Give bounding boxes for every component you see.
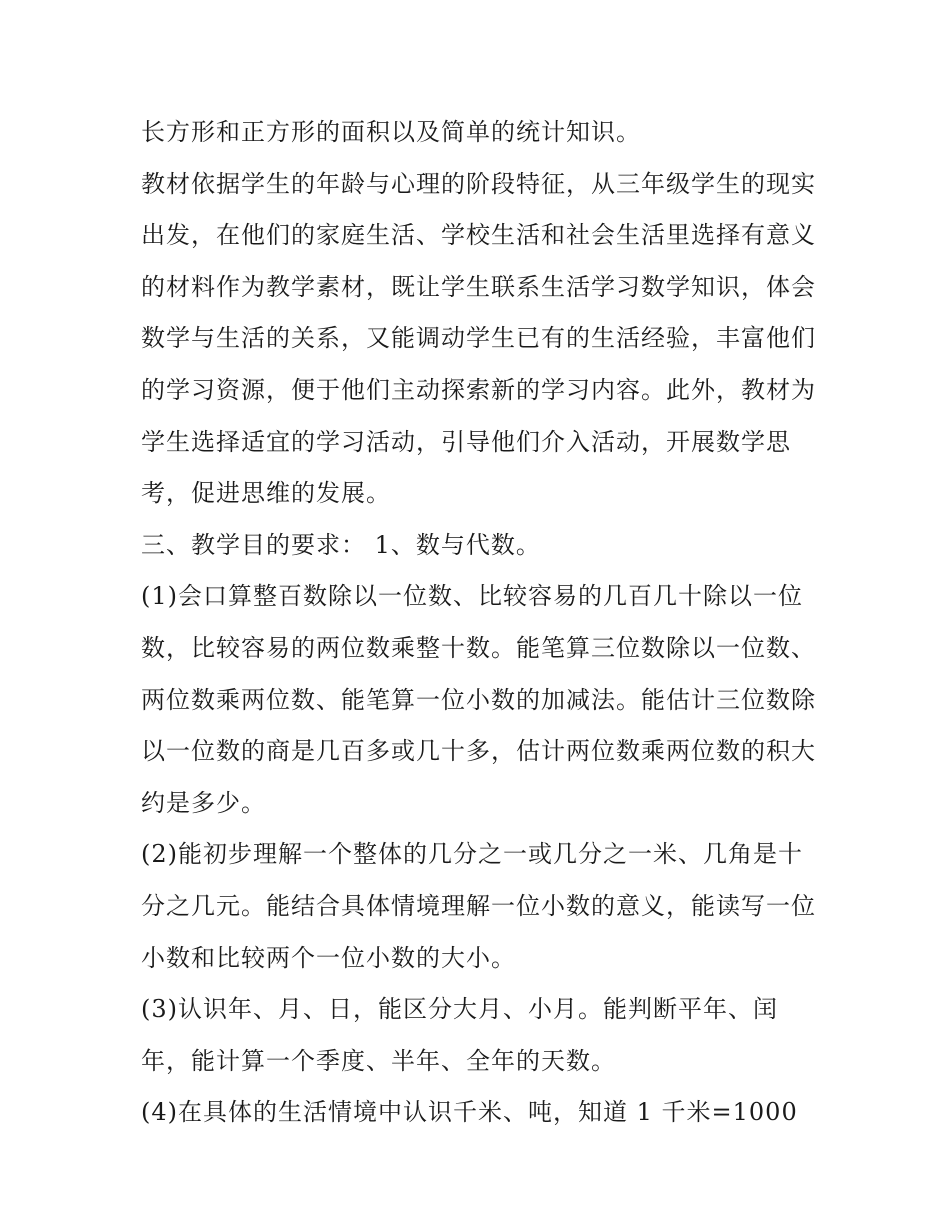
section-heading: 三、教学目的要求： 1、数与代数。 xyxy=(141,530,541,559)
text-line: 教材依据学生的年龄与心理的阶段特征，从三年级学生的现实 xyxy=(141,169,816,198)
text-line: 数，比较容易的两位数乘整十数。能笔算三位数除以一位数、 xyxy=(141,633,816,662)
text-line: 分之几元。能结合具体情境理解一位小数的意义，能读写一位 xyxy=(141,891,816,920)
text-line: 数学与生活的关系，又能调动学生已有的生活经验，丰富他们 xyxy=(141,324,816,353)
text-line: 的学习资源，便于他们主动探索新的学习内容。此外，教材为 xyxy=(141,375,816,404)
text-line: 约是多少。 xyxy=(141,788,266,817)
text-line: 学生选择适宜的学习活动，引导他们介入活动，开展数学思 xyxy=(141,427,791,456)
text-line: 长方形和正方形的面积以及简单的统计知识。 xyxy=(141,118,641,146)
text-line: 小数和比较两个一位小数的大小。 xyxy=(141,943,516,972)
text-line: (4)在具体的生活情境中认识千米、吨，知道 1 千米=1000 xyxy=(141,1098,798,1127)
text-line: 考，促进思维的发展。 xyxy=(141,479,391,508)
text-line: 两位数乘两位数、能笔算一位小数的加减法。能估计三位数除 xyxy=(141,685,816,714)
text-line: (2)能初步理解一个整体的几分之一或几分之一米、几角是十 xyxy=(141,840,803,869)
body-text xyxy=(141,107,821,1139)
text-line: 年，能计算一个季度、半年、全年的天数。 xyxy=(141,1046,616,1075)
text-line: 的材料作为教学素材，既让学生联系生活学习数学知识，体会 xyxy=(141,272,816,301)
text-line: (3)认识年、月、日，能区分大月、小月。能判断平年、闰 xyxy=(141,995,778,1024)
text-line: (1)会口算整百数除以一位数、比较容易的几百几十除以一位 xyxy=(141,582,803,611)
text-line: 出发，在他们的家庭生活、学校生活和社会生活里选择有意义 xyxy=(141,221,816,250)
text-line: 以一位数的商是几百多或几十多，估计两位数乘两位数的积大 xyxy=(141,737,816,766)
